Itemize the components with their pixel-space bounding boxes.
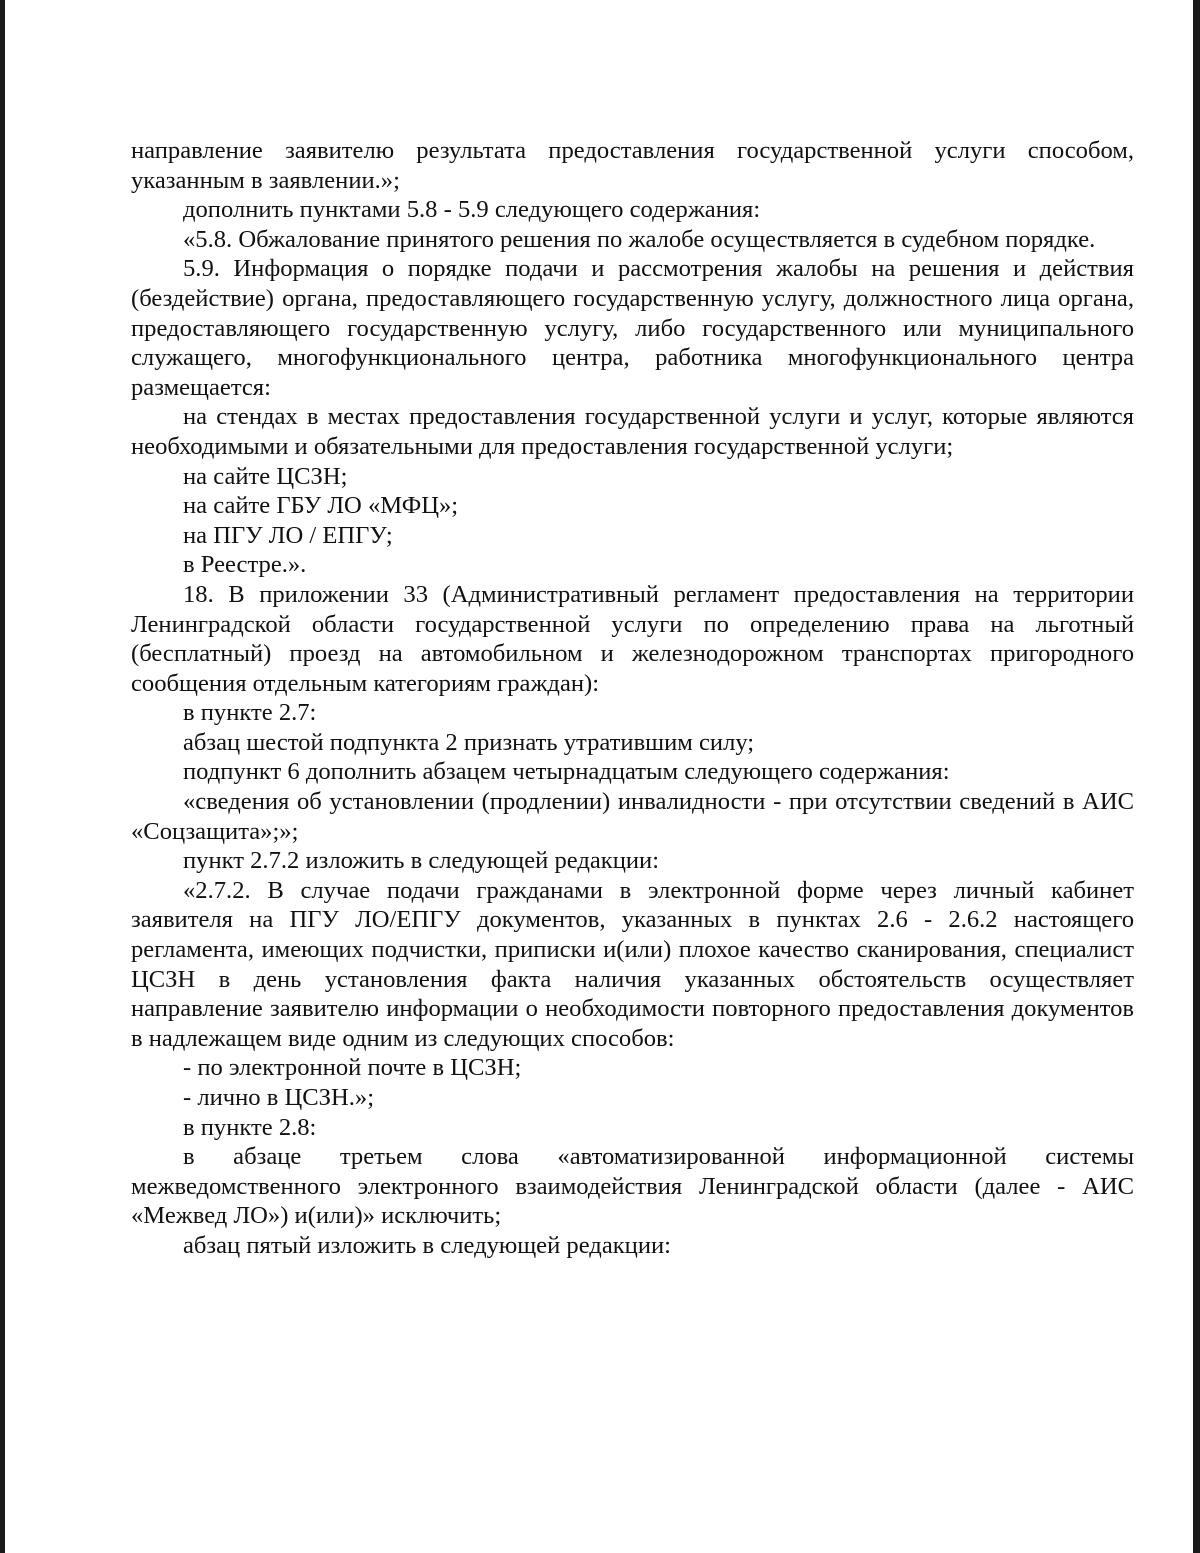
scan-edge-left: [0, 0, 5, 1553]
paragraph: - лично в ЦСЗН.»;: [183, 1084, 375, 1111]
paragraph: 5.9. Информация о порядке подачи и рассмотрения жалобы на решения и действия (бездействие) органа, предоставляющего государственную услугу, должностного лица органа, предоставляющего государственную услугу, либо государственного или муниципального служащего, многофункционального центра, работника многофункционального центра размещается:: [131, 255, 1134, 401]
paragraph: в пункте 2.8:: [183, 1113, 317, 1141]
paragraph: в Реестре.».: [183, 551, 307, 579]
scan-edge-right: [1193, 0, 1200, 1553]
paragraph: - по электронной почте в ЦСЗН;: [183, 1054, 522, 1082]
paragraph: 18. В приложении 33 (Административный регламент предоставления на территории Ленинградской области государственной услуги по определению права на льготный (бесплатный) проезд на автомобильном и железнодорожном транспортах пригородного сообщения отдельным категориям граждан):: [131, 580, 1134, 697]
paragraph: на сайте ЦСЗН;: [183, 462, 348, 490]
paragraph: направление заявителю результата предоставления государственной услуги способом, указанным в заявлении.»;: [131, 137, 1134, 194]
paragraph: абзац пятый изложить в следующей редакции:: [183, 1231, 671, 1259]
document-body: [131, 136, 1134, 1261]
paragraph: «2.7.2. В случае подачи гражданами в электронной форме через личный кабинет заявителя на ПГУ ЛО/ЕПГУ документов, указанных в пунктах 2.6 - 2.6.2 настоящего регламента, имеющих подчистки, приписки и(или) плохое качество сканирования, специалист ЦСЗН в день установления факта наличия указанных обстоятельств осуществляет направление заявителю информации о необходимости повторного предоставления документов в надлежащем виде одним из следующих способов:: [131, 876, 1134, 1052]
paragraph: дополнить пунктами 5.8 - 5.9 следующего содержания:: [183, 196, 761, 224]
paragraph: на ПГУ ЛО / ЕПГУ;: [183, 521, 393, 549]
paragraph: на стендах в местах предоставления государственной услуги и услуг, которые являются необходимыми и обязательными для предоставления государственной услуги;: [131, 403, 1134, 460]
paragraph: абзац шестой подпункта 2 признать утратившим силу;: [183, 728, 755, 756]
paragraph: пункт 2.7.2 изложить в следующей редакции:: [183, 847, 660, 875]
paragraph: подпункт 6 дополнить абзацем четырнадцатым следующего содержания:: [183, 758, 950, 786]
paragraph: в пункте 2.7:: [183, 699, 317, 727]
paragraph: в абзаце третьем слова «автоматизированной информационной системы межведомственного электронного взаимодействия Ленинградской области (далее - АИС «Межвед ЛО») и(или)» исключить;: [131, 1143, 1134, 1230]
paragraph: «сведения об установлении (продлении) инвалидности - при отсутствии сведений в АИС «Соцзащита»;»;: [131, 788, 1134, 845]
paragraph: «5.8. Обжалование принятого решения по жалобе осуществляется в судебном порядке.: [183, 225, 1096, 253]
paragraph: на сайте ГБУ ЛО «МФЦ»;: [183, 492, 459, 520]
